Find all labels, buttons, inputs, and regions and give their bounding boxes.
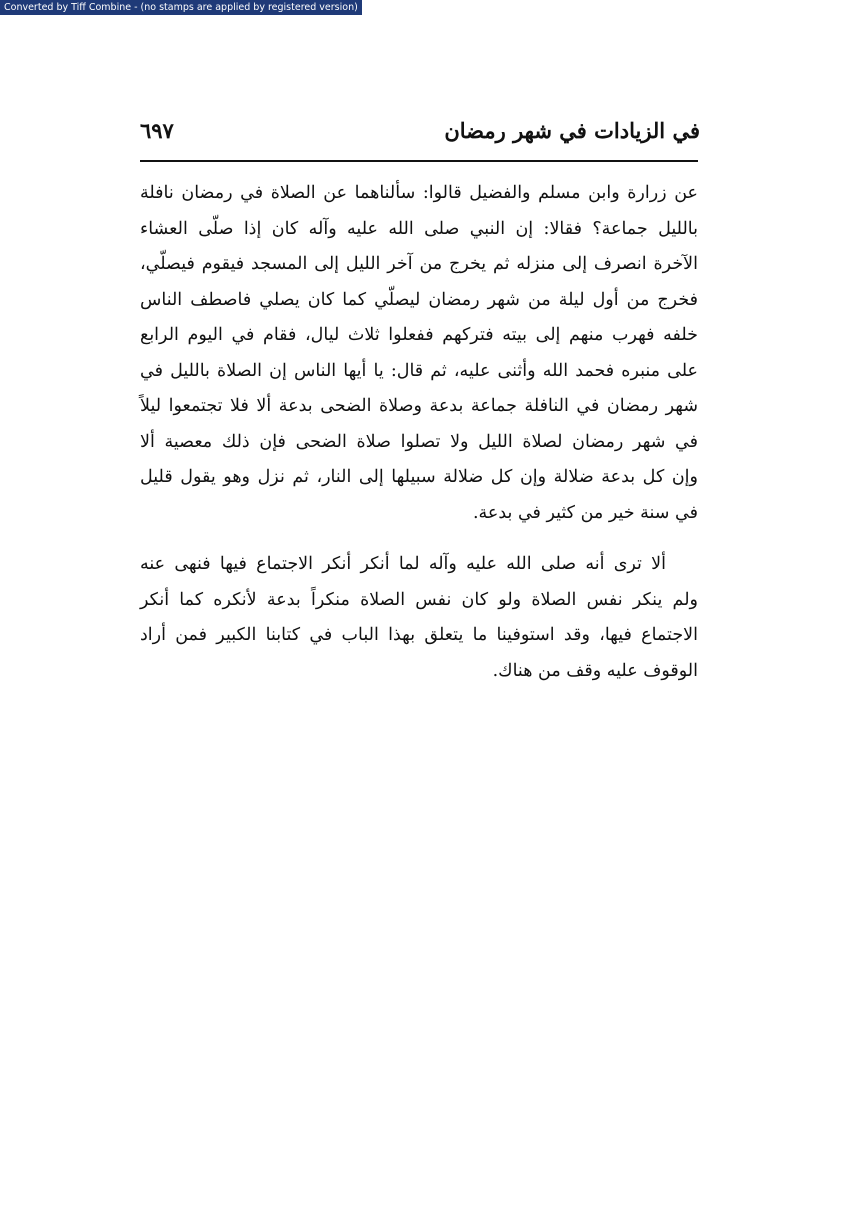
paragraph-1	[140, 176, 698, 531]
text-line: فخرج من أول ليلة من شهر رمضان ليصلّي كما كان يصلي فاصطف الناس	[140, 289, 698, 310]
header-rule	[140, 160, 698, 162]
text-line: الآخرة انصرف إلى منزله ثم يخرج من آخر الليل إلى المسجد فيقوم فيصلّي،	[140, 254, 698, 274]
page-header	[140, 112, 700, 156]
text-line: خلفه فهرب منهم إلى بيته فتركهم ففعلوا ثلاث ليال، فقام في اليوم الرابع	[140, 325, 698, 345]
text-line: شهر رمضان في النافلة جماعة بدعة وصلاة الضحى بدعة ألا فلا تجتمعوا ليلاً	[140, 396, 698, 416]
text-line: في شهر رمضان لصلاة الليل ولا تصلوا صلاة الضحى فإن ذلك معصية ألا	[140, 431, 698, 452]
text-line: ألا ترى أنه صلى الله عليه وآله لما أنكر أنكر الاجتماع فيها فنهى عنه	[140, 554, 666, 574]
page-number: ٦٩٧	[140, 118, 174, 143]
text-line: الاجتماع فيها، وقد استوفينا ما يتعلق بهذا الباب في كتابنا الكبير فمن أراد	[140, 625, 698, 645]
text-line: وإن كل بدعة ضلالة وإن كل ضلالة سبيلها إلى النار، ثم نزل وهو يقول قليل	[140, 467, 698, 487]
text-line: عن زرارة وابن مسلم والفضيل قالوا: سألناهما عن الصلاة في رمضان نافلة	[140, 183, 698, 203]
running-title: في الزيادات في شهر رمضان	[444, 118, 700, 143]
text-line: الوقوف عليه وقف من هناك.	[492, 660, 698, 681]
paragraph-2	[140, 547, 698, 689]
text-line: على منبره فحمد الله وأثنى عليه، ثم قال: يا أيها الناس إن الصلاة بالليل في	[140, 360, 698, 381]
body-text	[140, 176, 698, 689]
converter-banner: Converted by Tiff Combine - (no stamps are applied by registered version)	[0, 0, 362, 15]
text-line: بالليل جماعة؟ فقالا: إن النبي صلى الله عليه وآله كان إذا صلّى العشاء	[140, 218, 698, 239]
text-line: ولم ينكر نفس الصلاة ولو كان نفس الصلاة منكراً بدعة لأنكره كما أنكر	[140, 589, 698, 610]
text-line: في سنة خير من كثير في بدعة.	[472, 502, 698, 523]
